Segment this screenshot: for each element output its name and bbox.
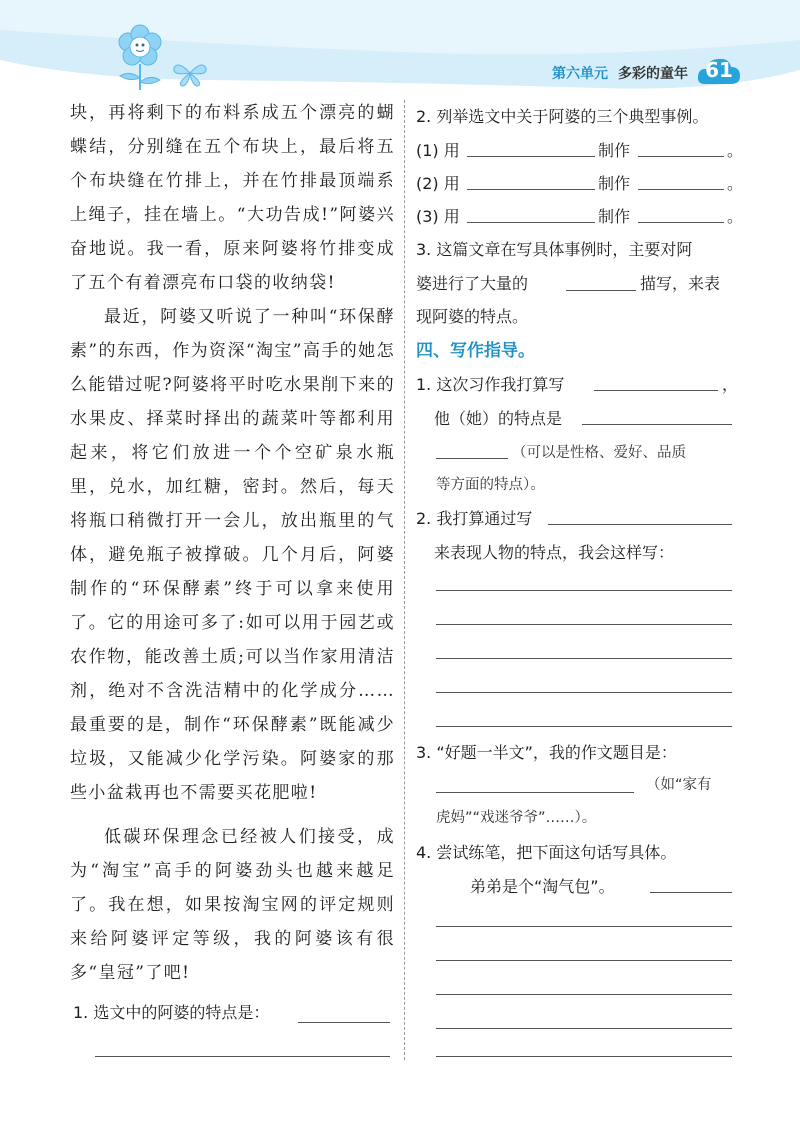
item-end [727, 204, 743, 227]
question-3-text: 婆进行了大量的 [416, 274, 529, 293]
question-2-item [416, 204, 460, 227]
answer-line[interactable] [436, 926, 732, 927]
question-3-text: 现阿婆的特点。 [416, 307, 529, 326]
passage-paragraph: 最近，阿婆又听说了一种叫“环保酵素”的东西，作为资深“淘宝”高手的她怎么能错过呢?阿婆将平时吃水果削下来的水果皮、择菜时择出的蔬菜叶等都利用起来，将它们放进一个个空矿泉水瓶里，兑水，加红糖，密封。然后，每天将瓶口稍微打开一会儿，放出瓶里的气体，避免瓶子被撑破。几个月后，阿婆制作的“环保酵素”终于可以拿来使用了。它的用途可多了:如可以用于园艺或农作物，能改善土质;可以当作家用清洁剂，绝对不含洗洁精中的化学成分……最重要的是，制作“环保酵素”既能减少垃圾，又能减少化学污染。阿婆家的那些小盆栽再也不需要买花肥啦! [70, 307, 395, 803]
item-end [727, 171, 743, 194]
answer-line[interactable] [436, 1028, 732, 1029]
page-header [0, 0, 800, 96]
item-mid-text: 制作 [598, 207, 631, 226]
answer-line[interactable] [436, 792, 634, 793]
item-mid [598, 204, 630, 227]
writing-question-2 [416, 506, 532, 529]
answer-line[interactable] [548, 524, 732, 525]
question-3-text: 描写，来表 [640, 274, 721, 293]
writing-question-text: 他（她）的特点是 [434, 409, 563, 428]
writing-question-1b [434, 406, 562, 429]
answer-line[interactable] [436, 1056, 732, 1057]
unit-label: 第六单元 [552, 66, 608, 82]
question-2 [416, 104, 708, 127]
comma [722, 372, 738, 395]
answer-line[interactable] [467, 189, 595, 190]
item-mid-text: 制作 [598, 174, 631, 193]
writing-hint-2 [436, 473, 545, 494]
answer-line[interactable] [298, 1022, 390, 1023]
answer-line[interactable] [638, 222, 724, 223]
question-2-item [416, 171, 460, 194]
answer-line[interactable] [436, 692, 732, 693]
answer-line[interactable] [436, 960, 732, 961]
writing-question-2b [434, 540, 674, 563]
item-end [727, 138, 743, 161]
writing-question-text: 来表现人物的特点，我会这样写： [434, 543, 675, 562]
writing-question-text: 3. “好题一半文”，我的作文题目是： [416, 743, 677, 762]
item-number: (2) 用 [416, 174, 460, 193]
answer-line[interactable] [436, 458, 508, 459]
writing-prompt-text: 弟弟是个“淘气包”。 [470, 877, 615, 896]
answer-line[interactable] [594, 390, 718, 391]
writing-hint [646, 773, 712, 794]
question-2-text: 2. 列举选文中关于阿婆的三个典型事例。 [416, 107, 709, 126]
reading-passage [70, 96, 395, 990]
passage-paragraph: 低碳环保理念已经被人们接受，成为“淘宝”高手的阿婆劲头也越来越足了。我在想，如果按淘宝网的评定规则来给阿婆评定等级，我的阿婆该有很多“皇冠”了吧! [70, 827, 395, 983]
writing-hint-2 [436, 806, 596, 827]
question-3-line2 [416, 271, 528, 294]
writing-hint-text: （如“家有 [646, 777, 712, 793]
writing-question-4 [416, 840, 676, 863]
question-2-item [416, 138, 460, 161]
writing-hint-text: （可以是性格、爱好、品质 [512, 445, 686, 461]
answer-line[interactable] [638, 189, 724, 190]
item-end-text: 。 [727, 141, 744, 160]
answer-line[interactable] [436, 726, 732, 727]
page-number: 61 [705, 58, 733, 82]
answer-line[interactable] [95, 1056, 390, 1057]
writing-question-text: 1. 这次习作我打算写 [416, 375, 565, 394]
item-end-text: 。 [727, 174, 744, 193]
answer-line[interactable] [436, 624, 732, 625]
answer-line[interactable] [650, 892, 732, 893]
item-end-text: 。 [727, 207, 744, 226]
writing-question-text: 2. 我打算通过写 [416, 509, 533, 528]
butterfly-icon [170, 58, 210, 88]
answer-line[interactable] [467, 222, 595, 223]
answer-line[interactable] [436, 590, 732, 591]
answer-line[interactable] [638, 156, 724, 157]
question-3-text: 3. 这篇文章在写具体事例时，主要对阿 [416, 240, 693, 259]
answer-line[interactable] [436, 994, 732, 995]
item-mid-text: 制作 [598, 141, 631, 160]
question-3 [416, 237, 692, 260]
question-1 [73, 1000, 269, 1023]
question-3-line3 [416, 304, 528, 327]
question-1-text: 1. 选文中的阿婆的特点是： [73, 1003, 270, 1022]
writing-question-text: 4. 尝试练笔，把下面这句话写具体。 [416, 843, 677, 862]
question-3-line2b [640, 271, 720, 294]
item-mid [598, 138, 630, 161]
answer-line[interactable] [566, 290, 636, 291]
answer-line[interactable] [467, 156, 595, 157]
writing-hint-text: 等方面的特点）。 [436, 477, 545, 493]
unit-theme: 多彩的童年 [618, 66, 688, 82]
writing-prompt-sentence [470, 874, 615, 897]
column-divider [404, 100, 405, 1060]
comma-text: ， [722, 375, 739, 394]
writing-hint-text: 虎妈”“戏迷爷爷”……）。 [436, 810, 597, 826]
writing-question-1 [416, 372, 564, 395]
answer-line[interactable] [436, 658, 732, 659]
item-number: (1) 用 [416, 141, 460, 160]
passage-paragraph: 块，再将剩下的布料系成五个漂亮的蝴蝶结，分别缝在五个布块上，最后将五个布块缝在竹排上，并在竹排最顶端系上绳子，挂在墙上。“大功告成!”阿婆兴奋地说。我一看，原来阿婆将竹排变成了五个有着漂亮布口袋的收纳袋! [70, 103, 395, 293]
writing-question-3 [416, 740, 677, 763]
section-title: 四、写作指导。 [416, 341, 535, 361]
answer-line[interactable] [582, 424, 732, 425]
writing-hint [512, 441, 686, 462]
item-mid [598, 171, 630, 194]
item-number: (3) 用 [416, 207, 460, 226]
